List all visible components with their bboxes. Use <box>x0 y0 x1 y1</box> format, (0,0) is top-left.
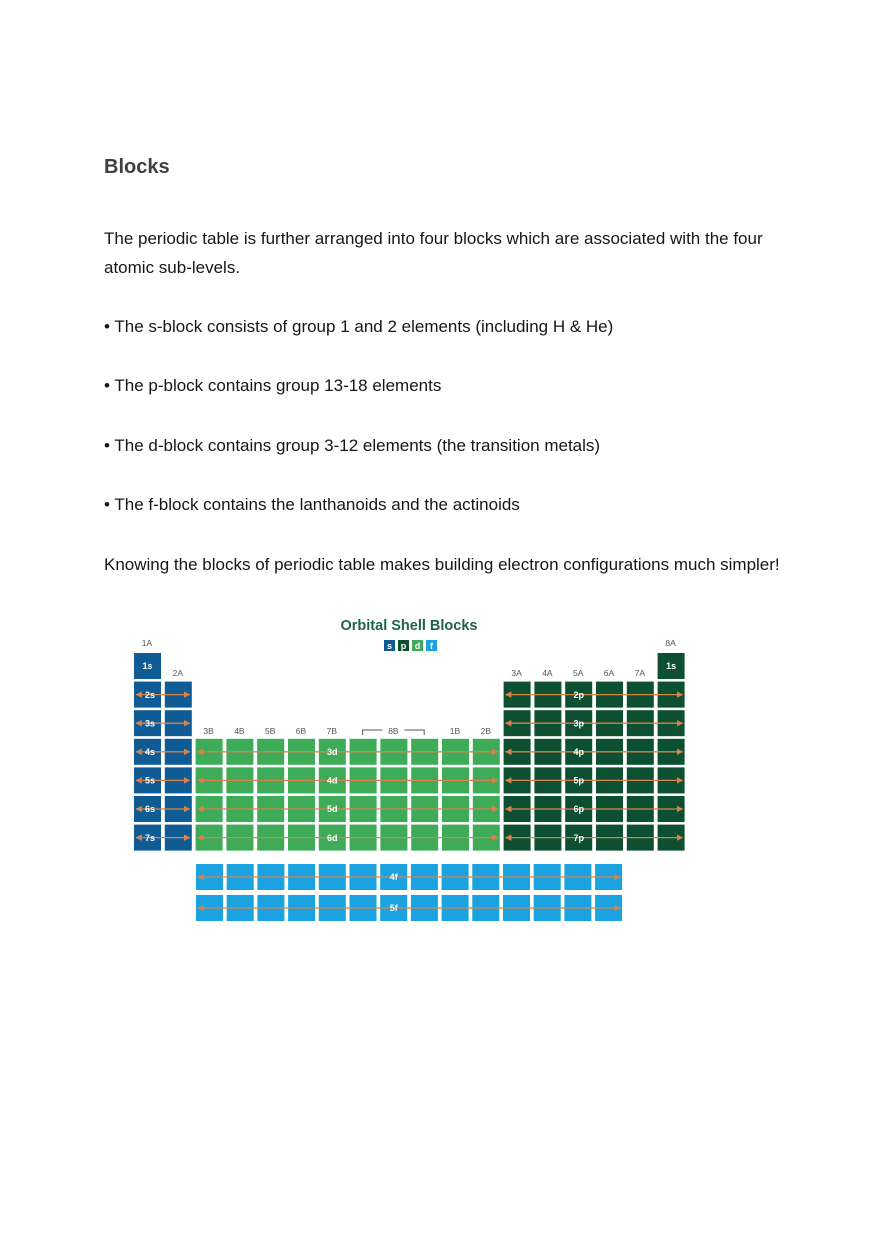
orbital-label-3p: 3p <box>573 718 584 729</box>
group-label-1a: 1A <box>141 638 153 648</box>
orbital-label-2p: 2p <box>573 689 584 700</box>
group-label-2a: 2A <box>172 668 184 678</box>
element-cells <box>134 653 685 921</box>
orbital-label-6s: 6s <box>144 804 156 815</box>
page-heading: Blocks <box>104 156 170 178</box>
intro-paragraph: The periodic table is further arranged into four blocks which are associated with the four atomic sub-levels. <box>104 229 763 277</box>
legend <box>384 640 437 651</box>
group-label-4b: 4B <box>234 726 245 736</box>
orbital-label-6p: 6p <box>573 804 584 815</box>
orbital-label-3d: 3d <box>327 747 338 757</box>
closing-paragraph: Knowing the blocks of periodic table makes building electron configurations much simpler! <box>104 555 780 574</box>
group-label-8b: 8B <box>388 726 399 736</box>
group-label-7b: 7B <box>326 726 338 736</box>
orbital-label-4s: 4s <box>144 747 156 757</box>
group-label-3b: 3B <box>203 726 214 736</box>
group-label-3a: 3A <box>511 668 522 678</box>
orbital-label-5d: 5d <box>327 804 338 815</box>
group-label-5a: 5A <box>572 668 584 678</box>
group-label-6a: 6A <box>603 668 615 678</box>
group-label-7a: 7A <box>634 668 646 678</box>
group-label-2b: 2B <box>480 726 492 736</box>
group-label-1b: 1B <box>449 726 461 736</box>
legend-f-label: f <box>430 641 433 651</box>
orbital-label-5s: 5s <box>144 775 156 786</box>
orbital-label-4p: 4p <box>573 747 584 757</box>
orbital-label-2s: 2s <box>144 689 156 700</box>
group-labels <box>142 638 676 736</box>
orbital-label-5p: 5p <box>573 775 584 786</box>
bullet-d-block: • The d-block contains group 3-12 elements (the transition metals) <box>104 436 601 455</box>
orbital-label-4f: 4f <box>389 872 398 883</box>
group-label-4a: 4A <box>542 668 553 678</box>
group-label-8a: 8A <box>665 638 676 648</box>
orbital-label-7s: 7s <box>144 832 156 843</box>
orbital-label-6d: 6d <box>327 832 338 843</box>
group-label-6b: 6B <box>295 726 307 736</box>
orbital-label-he-1s: 1s <box>666 661 677 672</box>
bullet-f-block: • The f-block contains the lanthanoids and the actinoids <box>104 495 520 514</box>
legend-s-label: s <box>386 641 393 651</box>
group-label-5b: 5B <box>264 726 276 736</box>
orbital-label-5f: 5f <box>389 903 398 914</box>
legend-d-label: d <box>414 641 421 651</box>
orbital-label-3s: 3s <box>144 718 156 729</box>
bullet-p-block: • The p-block contains group 13-18 elements <box>104 376 442 395</box>
bullet-s-block: • The s-block consists of group 1 and 2 elements (including H & He) <box>104 317 614 336</box>
orbital-label-4d: 4d <box>327 775 338 786</box>
orbital-label-7p: 7p <box>573 832 584 843</box>
legend-p-label: p <box>400 641 407 651</box>
orbital-label-1s: 1s <box>142 661 153 672</box>
figure-title: Orbital Shell Blocks <box>340 618 478 634</box>
